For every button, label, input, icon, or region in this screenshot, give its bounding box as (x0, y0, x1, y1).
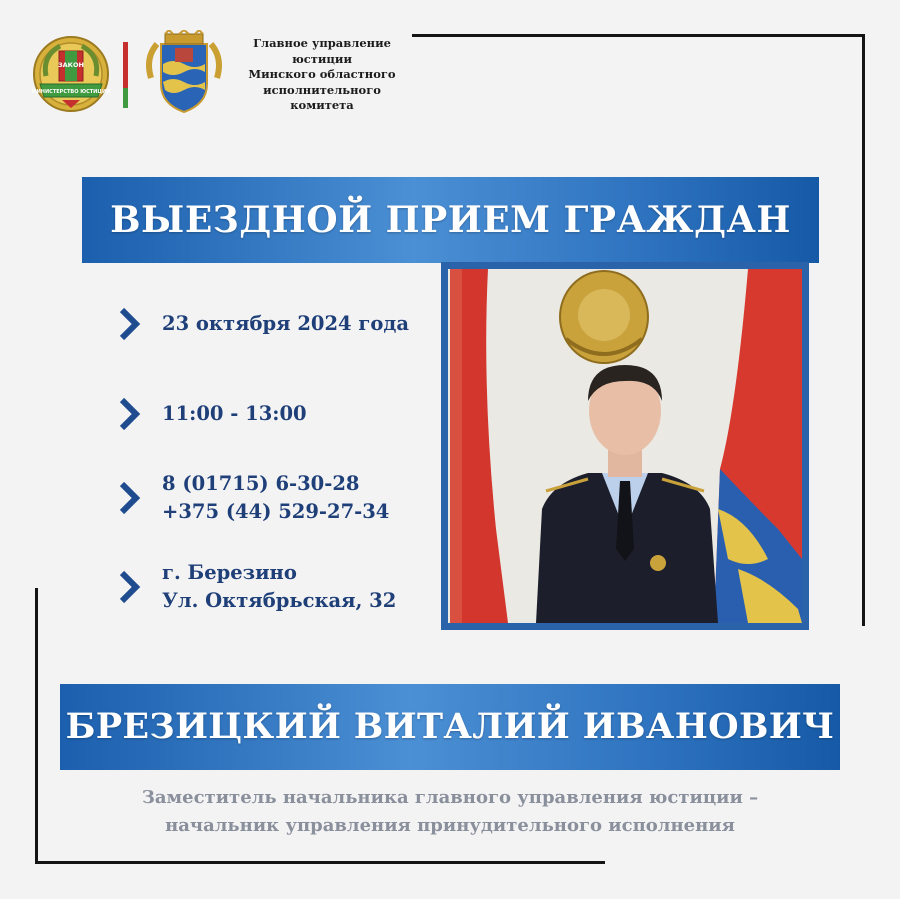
official-position (60, 784, 840, 840)
flag-divider (123, 42, 128, 108)
event-title-banner: ВЫЕЗДНОЙ ПРИЕМ ГРАЖДАН (82, 177, 819, 263)
address-row (116, 559, 396, 615)
phone-number: +375 (44) 529-27-34 (162, 500, 390, 523)
chevron-right-icon (116, 569, 142, 605)
organization-name (238, 36, 406, 114)
frame-right-line (862, 34, 865, 626)
organization-name-line: исполнительного (263, 82, 381, 97)
position-line: Заместитель начальника главного управления юстиции – (141, 787, 759, 808)
frame-top-line (412, 34, 865, 37)
phone-number: 8 (01715) 6-30-28 (162, 472, 360, 495)
ministry-of-justice-emblem (32, 34, 110, 116)
organization-name-line: юстиции (291, 51, 352, 66)
address-city: г. Березино (162, 561, 297, 584)
organization-name-line: комитета (290, 98, 354, 112)
organization-name-line: Минского областного (248, 67, 396, 81)
emblem-text-top: ЗАКОН (58, 61, 84, 69)
official-name-banner: БРЕЗИЦКИЙ ВИТАЛИЙ ИВАНОВИЧ (60, 684, 840, 770)
chevron-right-icon (116, 396, 142, 432)
phones-row (116, 470, 389, 526)
event-date: 23 октября 2024 года (162, 312, 409, 335)
chevron-right-icon (116, 480, 142, 516)
minsk-region-coat-of-arms (143, 30, 225, 118)
chevron-right-icon (116, 306, 142, 342)
organization-name-line: Главное управление (253, 36, 391, 50)
position-line: начальник управления принудительного исполнения (165, 815, 735, 836)
emblem-ribbon-text: МИНИСТЕРСТВО ЮСТИЦИИ (32, 89, 110, 95)
time-row (116, 396, 307, 432)
date-row (116, 306, 409, 342)
frame-bottom-line (35, 861, 605, 864)
frame-left-line (35, 588, 38, 864)
event-time: 11:00 - 13:00 (162, 402, 307, 425)
official-photo (441, 262, 809, 630)
address-street: Ул. Октябрьская, 32 (162, 589, 397, 612)
